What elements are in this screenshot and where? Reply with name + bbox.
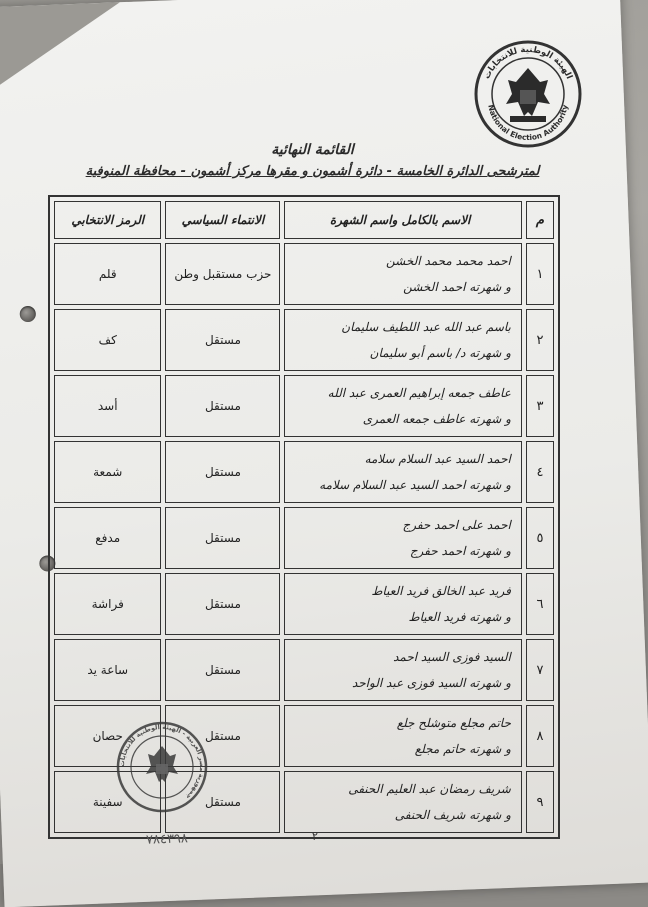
table-header-row — [54, 201, 554, 239]
candidate-name: احمد على احمد حفرج — [402, 518, 511, 532]
row-symbol: مدفع — [54, 507, 161, 569]
row-num: ١ — [526, 243, 554, 305]
row-name-cell — [284, 771, 521, 833]
row-num: ٤ — [526, 441, 554, 503]
handwritten-serial: ٧٨٤٣٩٨ — [145, 831, 189, 848]
row-symbol: حصان — [54, 705, 161, 767]
header-party: الانتماء السياسي — [165, 201, 280, 239]
row-party: مستقل — [165, 573, 280, 635]
candidate-alias: و شهرته عاطف جمعه العمرى — [362, 412, 511, 426]
candidate-alias: و شهرته شريف الحنفى — [394, 808, 511, 822]
candidate-alias: و شهرته حاتم مجلع — [414, 742, 511, 756]
table-row — [54, 639, 554, 701]
candidate-alias: و شهرته احمد الخشن — [403, 280, 511, 294]
row-party: مستقل — [165, 639, 280, 701]
candidate-name: عاطف جمعه إبراهيم العمرى عبد الله — [327, 386, 511, 400]
document-title: القائمة النهائية — [271, 142, 354, 158]
row-name-cell — [284, 705, 521, 767]
candidate-alias: و شهرته فريد العياط — [408, 610, 511, 624]
header-num: م — [526, 201, 554, 239]
stamp-text: جمهورية مصر العربية - الهيئة الوطنية للانتخابات — [117, 722, 207, 802]
row-symbol: أسد — [54, 375, 161, 437]
punch-hole-top — [19, 306, 36, 323]
document-header — [80, 142, 545, 179]
row-name-cell — [284, 243, 521, 305]
folded-corner — [0, 2, 124, 103]
row-party: مستقل — [165, 771, 280, 833]
row-num: ٧ — [526, 639, 554, 701]
logo-text-ar: الهيئة الوطنية للانتخابات — [482, 44, 574, 81]
row-symbol: شمعة — [54, 441, 161, 503]
candidate-alias: و شهرته د/ باسم أبو سليمان — [369, 346, 511, 360]
row-party: مستقل — [165, 309, 280, 371]
row-name-cell — [284, 375, 521, 437]
candidate-alias: و شهرته احمد حفرج — [409, 544, 511, 558]
official-seal-stamp-icon — [115, 720, 209, 814]
row-symbol: سفينة — [54, 771, 161, 833]
row-symbol: فراشة — [54, 573, 161, 635]
row-party: مستقل — [165, 441, 280, 503]
row-name-cell — [284, 309, 521, 371]
table-row — [54, 441, 554, 503]
row-num: ٢ — [526, 309, 554, 371]
row-num: ٣ — [526, 375, 554, 437]
row-name-cell — [284, 507, 521, 569]
row-name-cell — [284, 573, 521, 635]
candidate-name: شريف رمضان عبد العليم الحنفى — [348, 782, 511, 796]
row-party: مستقل — [165, 375, 280, 437]
candidate-name: احمد محمد محمد الخشن — [386, 254, 511, 268]
candidate-name: احمد السيد عبد السلام سلامه — [364, 452, 511, 466]
row-num: ٩ — [526, 771, 554, 833]
row-party: مستقل — [165, 705, 280, 767]
logo-text-en: National Election Authority — [486, 103, 570, 143]
candidate-name: السيد فوزى السيد احمد — [393, 650, 511, 664]
row-party: مستقل — [165, 507, 280, 569]
table-row — [54, 243, 554, 305]
candidate-alias: و شهرته احمد السيد عبد السلام سلامه — [319, 478, 511, 492]
table-row — [54, 375, 554, 437]
table-row — [54, 573, 554, 635]
table-row — [54, 309, 554, 371]
row-symbol: قلم — [54, 243, 161, 305]
candidate-name: باسم عبد الله عبد اللطيف سليمان — [341, 320, 511, 334]
row-num: ٥ — [526, 507, 554, 569]
row-num: ٨ — [526, 705, 554, 767]
national-election-authority-emblem-icon — [472, 38, 584, 150]
row-symbol: كف — [54, 309, 161, 371]
candidate-name: حاتم مجلع متوشلح جلع — [396, 716, 511, 730]
header-name: الاسم بالكامل واسم الشهرة — [284, 201, 521, 239]
table-row — [54, 507, 554, 569]
row-name-cell — [284, 441, 521, 503]
row-num: ٦ — [526, 573, 554, 635]
candidate-alias: و شهرته السيد فوزى عبد الواحد — [351, 676, 511, 690]
header-symbol: الرمز الانتخابي — [54, 201, 161, 239]
page-number: ٢ — [312, 830, 318, 843]
row-name-cell — [284, 639, 521, 701]
document-subtitle: لمترشحى الدائرة الخامسة - دائرة أشمون و مقرها مركز أشمون - محافظة المنوفية — [85, 164, 540, 179]
row-party: حزب مستقبل وطن — [165, 243, 280, 305]
row-symbol: ساعة يد — [54, 639, 161, 701]
candidate-name: فريد عبد الخالق فريد العياط — [371, 584, 511, 598]
